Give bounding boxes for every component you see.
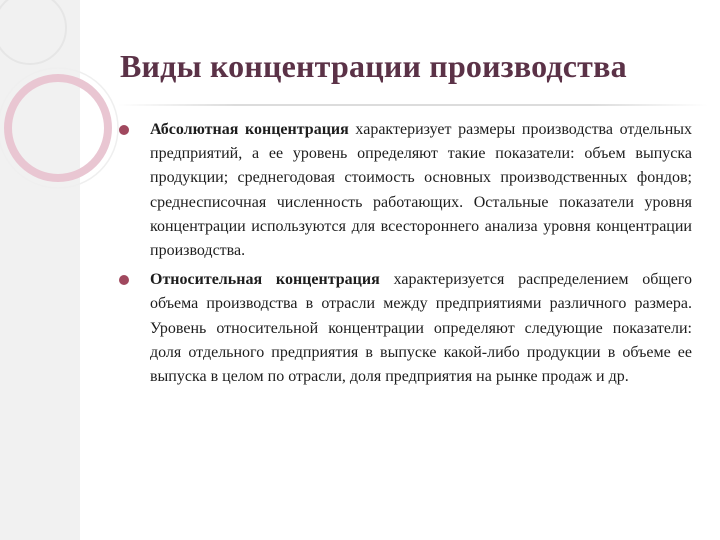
slide-content — [118, 118, 692, 389]
slide-title: Виды концентрации производства — [120, 48, 627, 84]
bullet-absolute-concentration — [118, 118, 692, 263]
bullet-term: Относительная концентрация — [150, 271, 380, 289]
decor-circle-top — [0, 0, 66, 64]
bullet-text — [150, 118, 692, 263]
bullet-relative-concentration — [118, 268, 692, 389]
bullet-text — [150, 268, 692, 389]
bullet-icon — [118, 124, 130, 136]
decor-circle-ring — [0, 68, 118, 188]
bullet-body: характеризуется распределением общего объема производства в отрасли между предприятиями различного размера. Уровень относительной концентрации определяют следующие показатели: доля отдельного предприятия в выпуске какой-либо продукции в объеме ее выпуска в целом по отрасли, доля предприятия на рынке продаж и др. — [150, 271, 693, 386]
bullet-icon — [118, 274, 130, 286]
decorative-circles — [0, 0, 120, 240]
decor-circle-large — [8, 78, 108, 178]
bullet-body: характеризует размеры производства отдельных предприятий, а ее уровень определяют такие показатели: объем выпуска продукции; среднегодовая стоимость основных производственных фондов; среднесписочная численность работающих. Остальные показатели уровня концентрации используются для всестороннего анализа уровня концентрации производства. — [150, 121, 693, 260]
bullet-term: Абсолютная концентрация — [150, 121, 349, 138]
title-divider — [118, 104, 708, 106]
